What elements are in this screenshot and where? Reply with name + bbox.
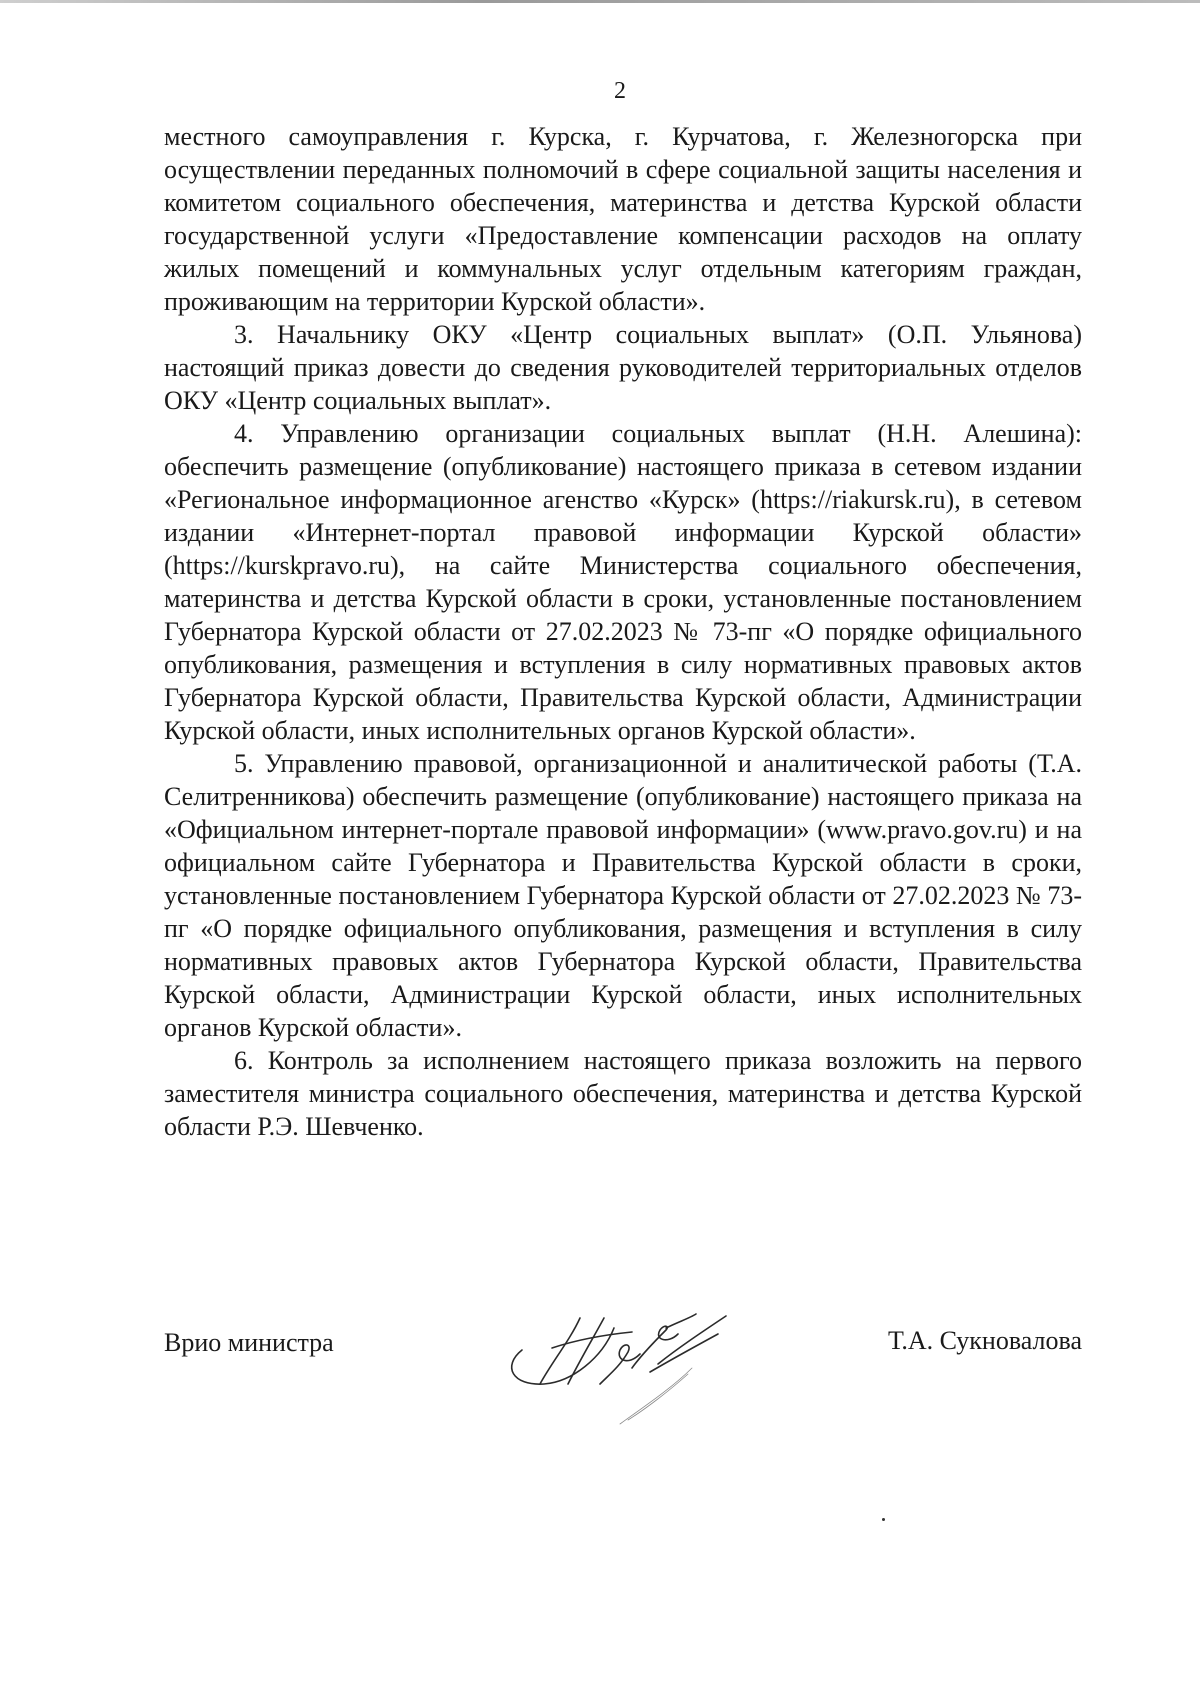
scan-speck — [882, 1518, 885, 1521]
paragraph-continuation: местного самоуправления г. Курска, г. Курчатова, г. Железногорска при осуществлении переданных полномочий в сфере социальной защиты населения и комитетом социального обеспечения, материнства и детства Курской области государственной услуги «Предоставление компенсации расходов на оплату жилых помещений и коммунальных услуг отдельным категориям граждан, проживающим на территории Курской области». — [164, 122, 1082, 316]
signatory-name: Т.А. Сукновалова — [888, 1326, 1082, 1355]
paragraph-item-4: 4. Управлению организации социальных выплат (Н.Н. Алешина): обеспечить размещение (опубликование) настоящего приказа в сетевом издании «Региональное информационное агенство «Курск» (https://riakursk.ru), в сетевом издании «Интернет-портал правовой информации Курской области» (https://kurskpravo.ru), на сайте Министерства социального обеспечения, материнства и детства Курской области в сроки, установленные постановлением Губернатора Курской области от 27.02.2023 № 73-пг «О порядке официального опубликования, размещения и вступления в силу нормативных правовых актов Губернатора Курской области, Правительства Курской области, Администрации Курской области, иных исполнительных органов Курской области». — [164, 419, 1082, 745]
page-number: 2 — [614, 78, 626, 104]
paragraph-item-6: 6. Контроль за исполнением настоящего приказа возложить на первого заместителя министра социального обеспечения, материнства и детства Курской области Р.Э. Шевченко. — [164, 1046, 1082, 1141]
handwritten-signature — [482, 1288, 742, 1448]
paragraph-item-3: 3. Начальнику ОКУ «Центр социальных выплат» (О.П. Ульянова) настоящий приказ довести до сведения руководителей территориальных отделов ОКУ «Центр социальных выплат». — [164, 320, 1082, 415]
signatory-role: Врио министра — [164, 1328, 334, 1357]
document-body — [164, 120, 1082, 1143]
signature-block — [164, 1308, 1082, 1468]
paragraph-item-5: 5. Управлению правовой, организационной и аналитической работы (Т.А. Селитренникова) обеспечить размещение (опубликование) настоящего приказа на «Официальном интернет-портале правовой информации» (www.pravo.gov.ru) и на официальном сайте Губернатора и Правительства Курской области в сроки, установленные постановлением Губернатора Курской области от 27.02.2023 № 73-пг «О порядке официального опубликования, размещения и вступления в силу нормативных правовых актов Губернатора Курской области, Правительства Курской области, Администрации Курской области, иных исполнительных органов Курской области». — [164, 749, 1082, 1042]
scan-top-edge — [0, 0, 1200, 3]
